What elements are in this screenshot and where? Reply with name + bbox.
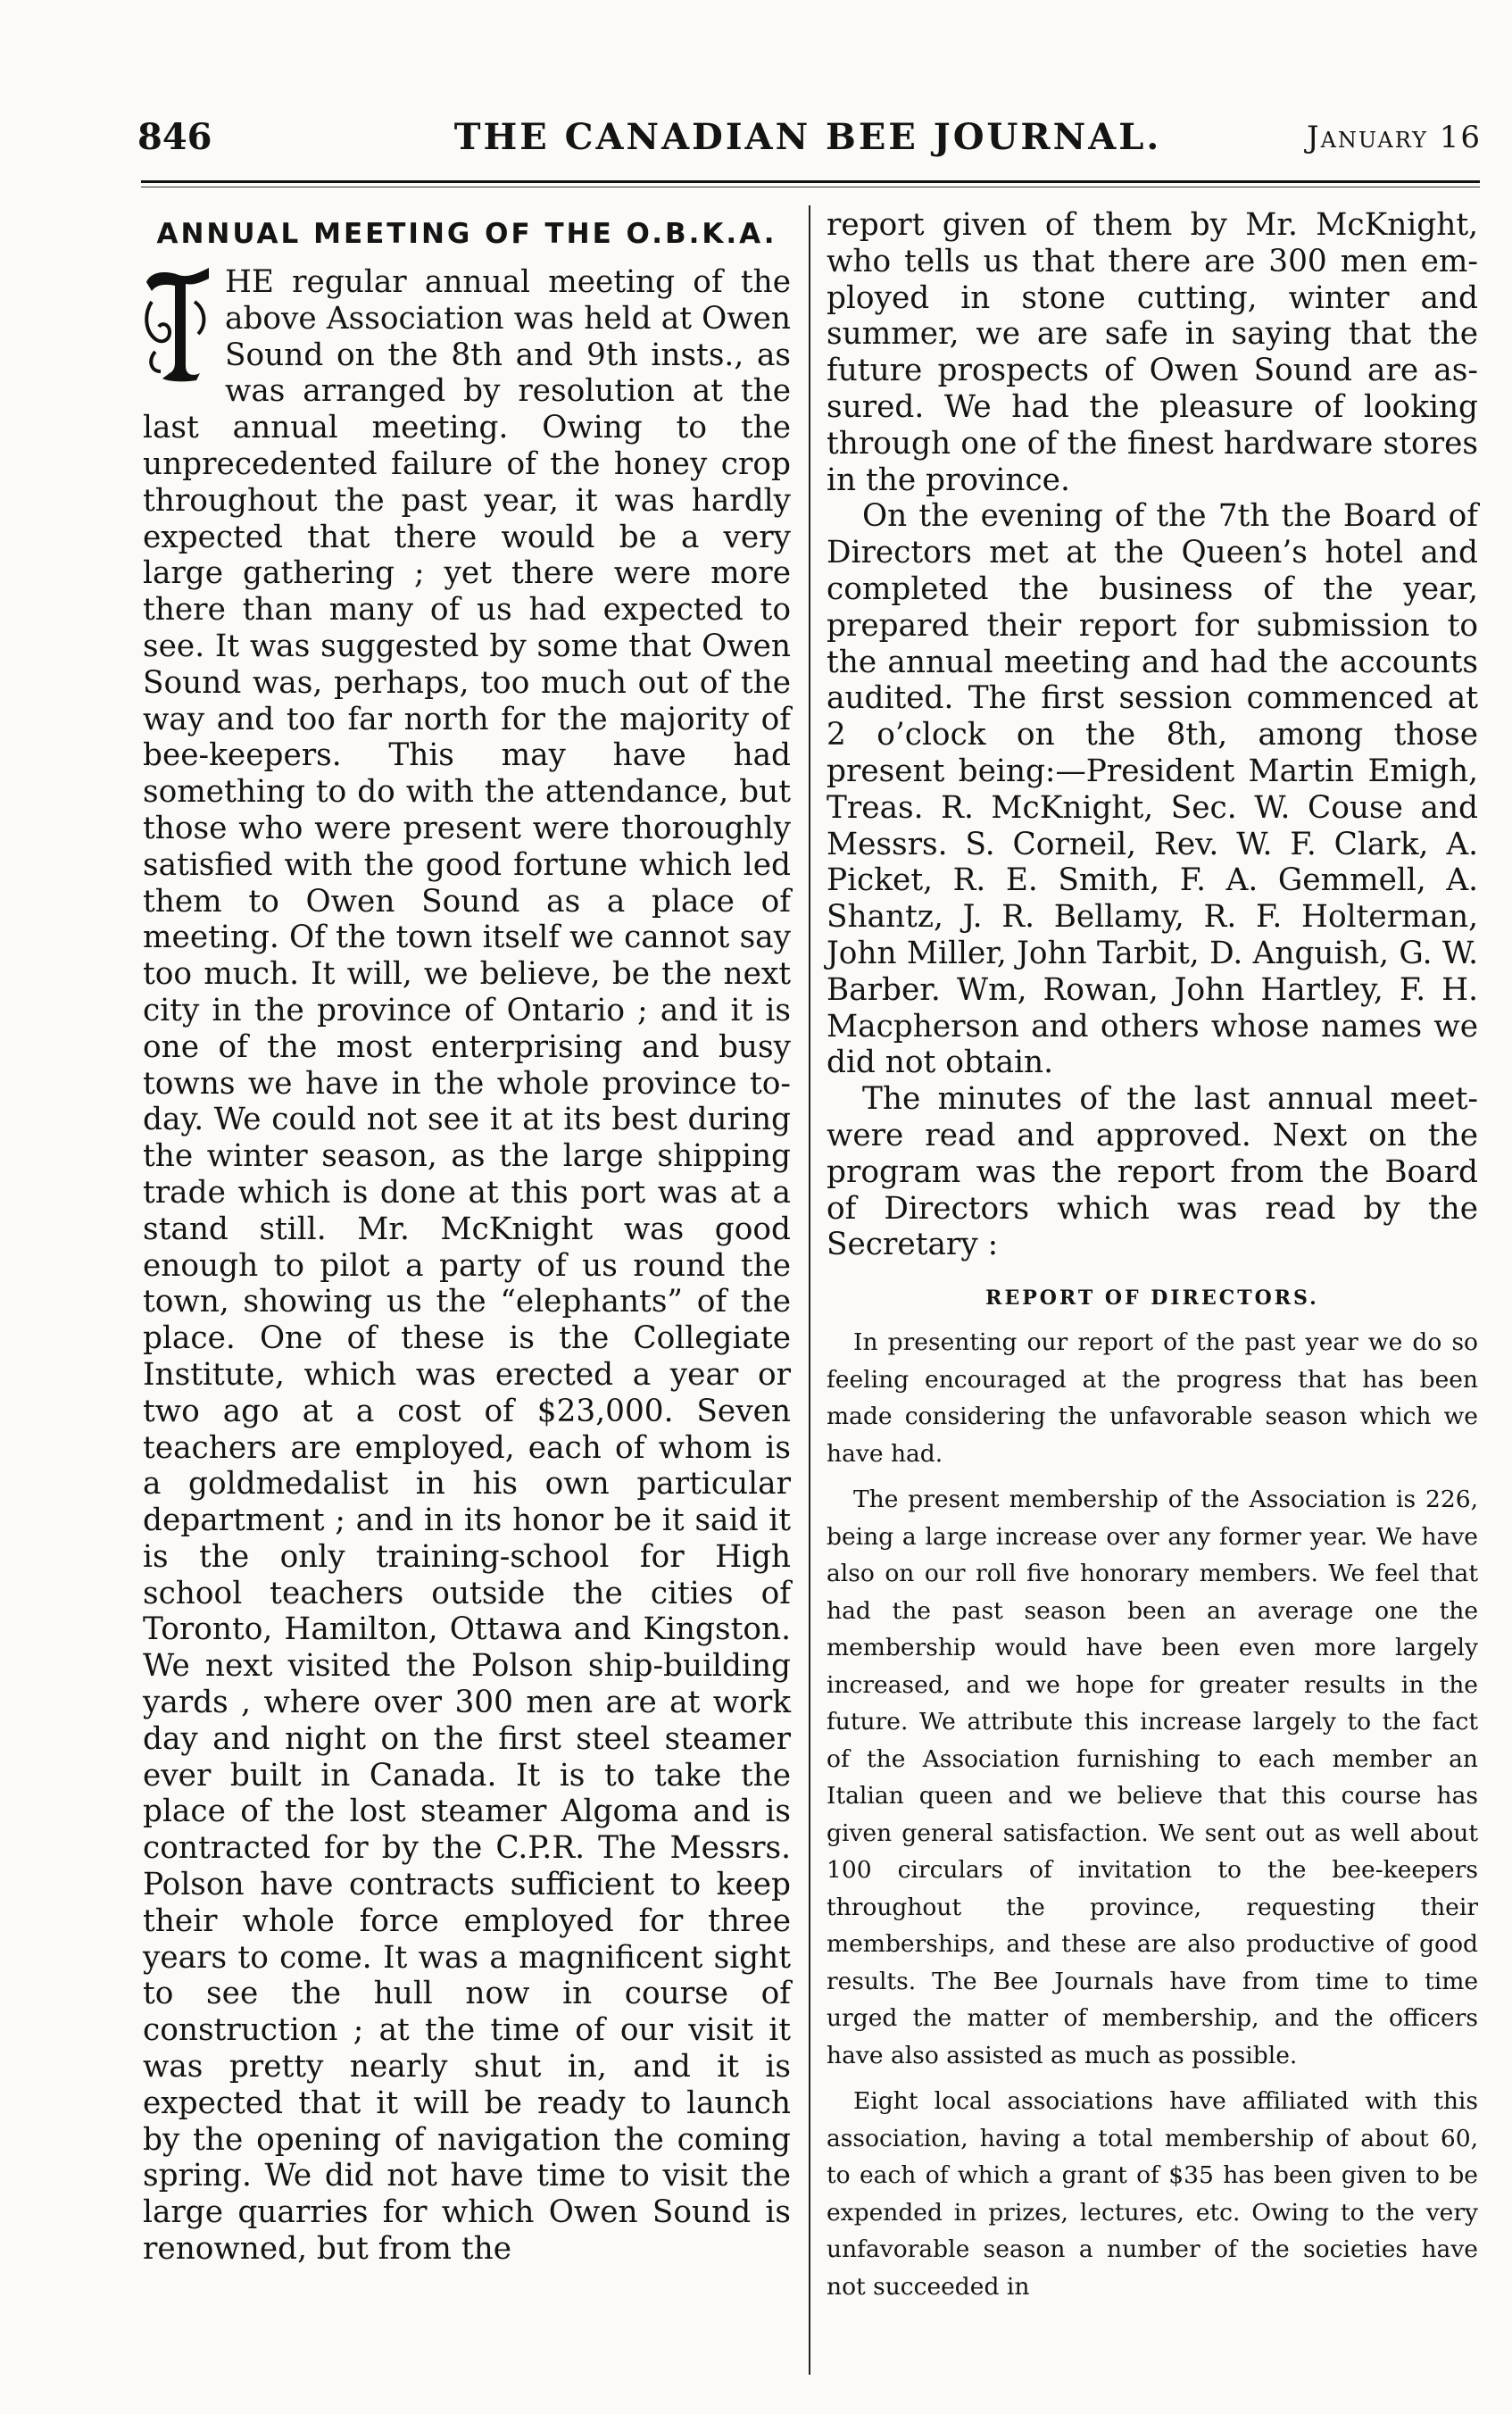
article-paragraph: On the evening of the 7th the Board of Directors met at the Queen’s hotel and completed the business of the year, prepared their report for submission to the annual meeting and had the accounts audited. The first session commenced at 2 o’clock on the 8th, among those present being:—President Martin Emigh, Treas. R. McKnight, Sec. W. Couse and Messrs. S. Corneil, Rev. W. F. Clark, A. Picket, R. E. Smith, F. A. Gemmell, A. Shantz, J. R. Bellamy, R. F. Holterman, John Miller, John Tarbit, D. Anguish, G. W. Barber. Wm, Rowan, John Hartley, F. H. Macpherson and others whose names we did not obtain.: [827, 498, 1478, 1081]
right-column: [827, 207, 1478, 2314]
report-title: REPORT OF DIRECTORS.: [985, 1286, 1319, 1311]
report-body: [827, 1324, 1478, 2305]
page-number: 846: [137, 116, 212, 158]
issue-date: January 16: [1306, 120, 1482, 155]
left-column: [143, 207, 791, 2268]
article-title: ANNUAL MEETING OF THE O.B.K.A.: [156, 218, 777, 250]
article-body-left: [143, 264, 791, 2268]
header-rule: [141, 180, 1480, 183]
page-header: [134, 116, 1482, 170]
column-divider: [809, 205, 810, 2375]
report-paragraph: In presenting our report of the past year we do so feeling encouraged at the progress that has been made considering the unfavorable season which we have had.: [827, 1328, 1478, 1468]
report-paragraph: Eight local associations have affiliated with this association, having a total membership of about 60, to each of which a grant of $35 has been given to be expended in prizes, lectures, etc. Owing to the very unfavorable season a number of the societies have not succeeded in: [827, 2087, 1478, 2301]
article-paragraph: HE regular annual meeting of the above Association was held at Owen Sound on the 8th and 9th insts., as was arranged by resolution at the last annual meeting. Owing to the unprecedented failure of the honey crop throughout the past year, it was hardly expected that there would be a very large gathering ; yet there were more there than many of us had expected to see. It was suggested by some that Owen Sound was, perhaps, too much out of the way and too far north for the majority of bee-keepers. This may have had something to do with the attendance, but those who were present were thoroughly satisfied with the good fortune which led them to Owen Sound as a place of meeting. Of the town itself we cannot say too much. It will, we believe, be the next city in the province of Ontario ; and it is one of the most enterprising and busy towns we have in the whole province today. We could not see it at its best during the winter season, as the large shipping trade which is done at this port was at a stand still. Mr. McKnight was good enough to pilot a party of us round the town, showing us the “elephants” of the place. One of these is the Collegiate Institute, which was erected a year or two ago at a cost of $23,000. Seven teachers are employed, each of whom is a goldmedalist in his own particular department ; and in its honor be it said it is the only training-school for High school teachers outside the cities of Toronto, Hamilton, Ottawa and Kingston. We next visited the Polson ship-building yards , where over 300 men are at work day and night on the first steel steamer ever built in Canada. It is to take the place of the lost steamer Algoma and is contracted for by the C.P.R. The Messrs. Polson have contracts sufficient to keep their whole force employed for three years to come. It was a magnificent sight to see the hull now in course of construction ; at the time of our visit it was pretty nearly shut in, and it is expected that it will be ready to launch by the opening of navigation the coming spring. We did not have time to visit the large quarries for which Owen Sound is renowned, but from the: [143, 264, 791, 2268]
report-paragraph: The present membership of the Association is 226, being a large increase over any former year. We have also on our roll five honorary members. We feel that had the past season been an average one the membership would have been even more largely increased, and we hope for greater results in the future. We attribute this increase largely to the fact of the Association furnishing to each member an Italian queen and we believe that this course has given general satisfaction. We sent out as well about 100 circulars of invitation to the bee-keepers throughout the province, requesting their memberships, and these are also productive of good results. The Bee Journals have from time to time urged the matter of membership, and the officers have also assisted as much as possible.: [827, 1486, 1478, 2069]
article-paragraph: The minutes of the last annual meetwere read and approved. Next on the program was the report from the Board of Directors which was read by the Secretary :: [827, 1081, 1478, 1263]
article-body-right: [827, 207, 1478, 1263]
ornamental-dropcap: [143, 266, 212, 382]
journal-title: THE CANADIAN BEE JOURNAL.: [453, 116, 1162, 158]
article-paragraph: report given of them by Mr. McKnight, who tells us that there are 300 men employed in stone cutting, winter and summer, we are safe in saying that the future prospects of Owen Sound are assured. We had the pleasure of looking through one of the finest hardware stores in the province.: [827, 207, 1478, 498]
